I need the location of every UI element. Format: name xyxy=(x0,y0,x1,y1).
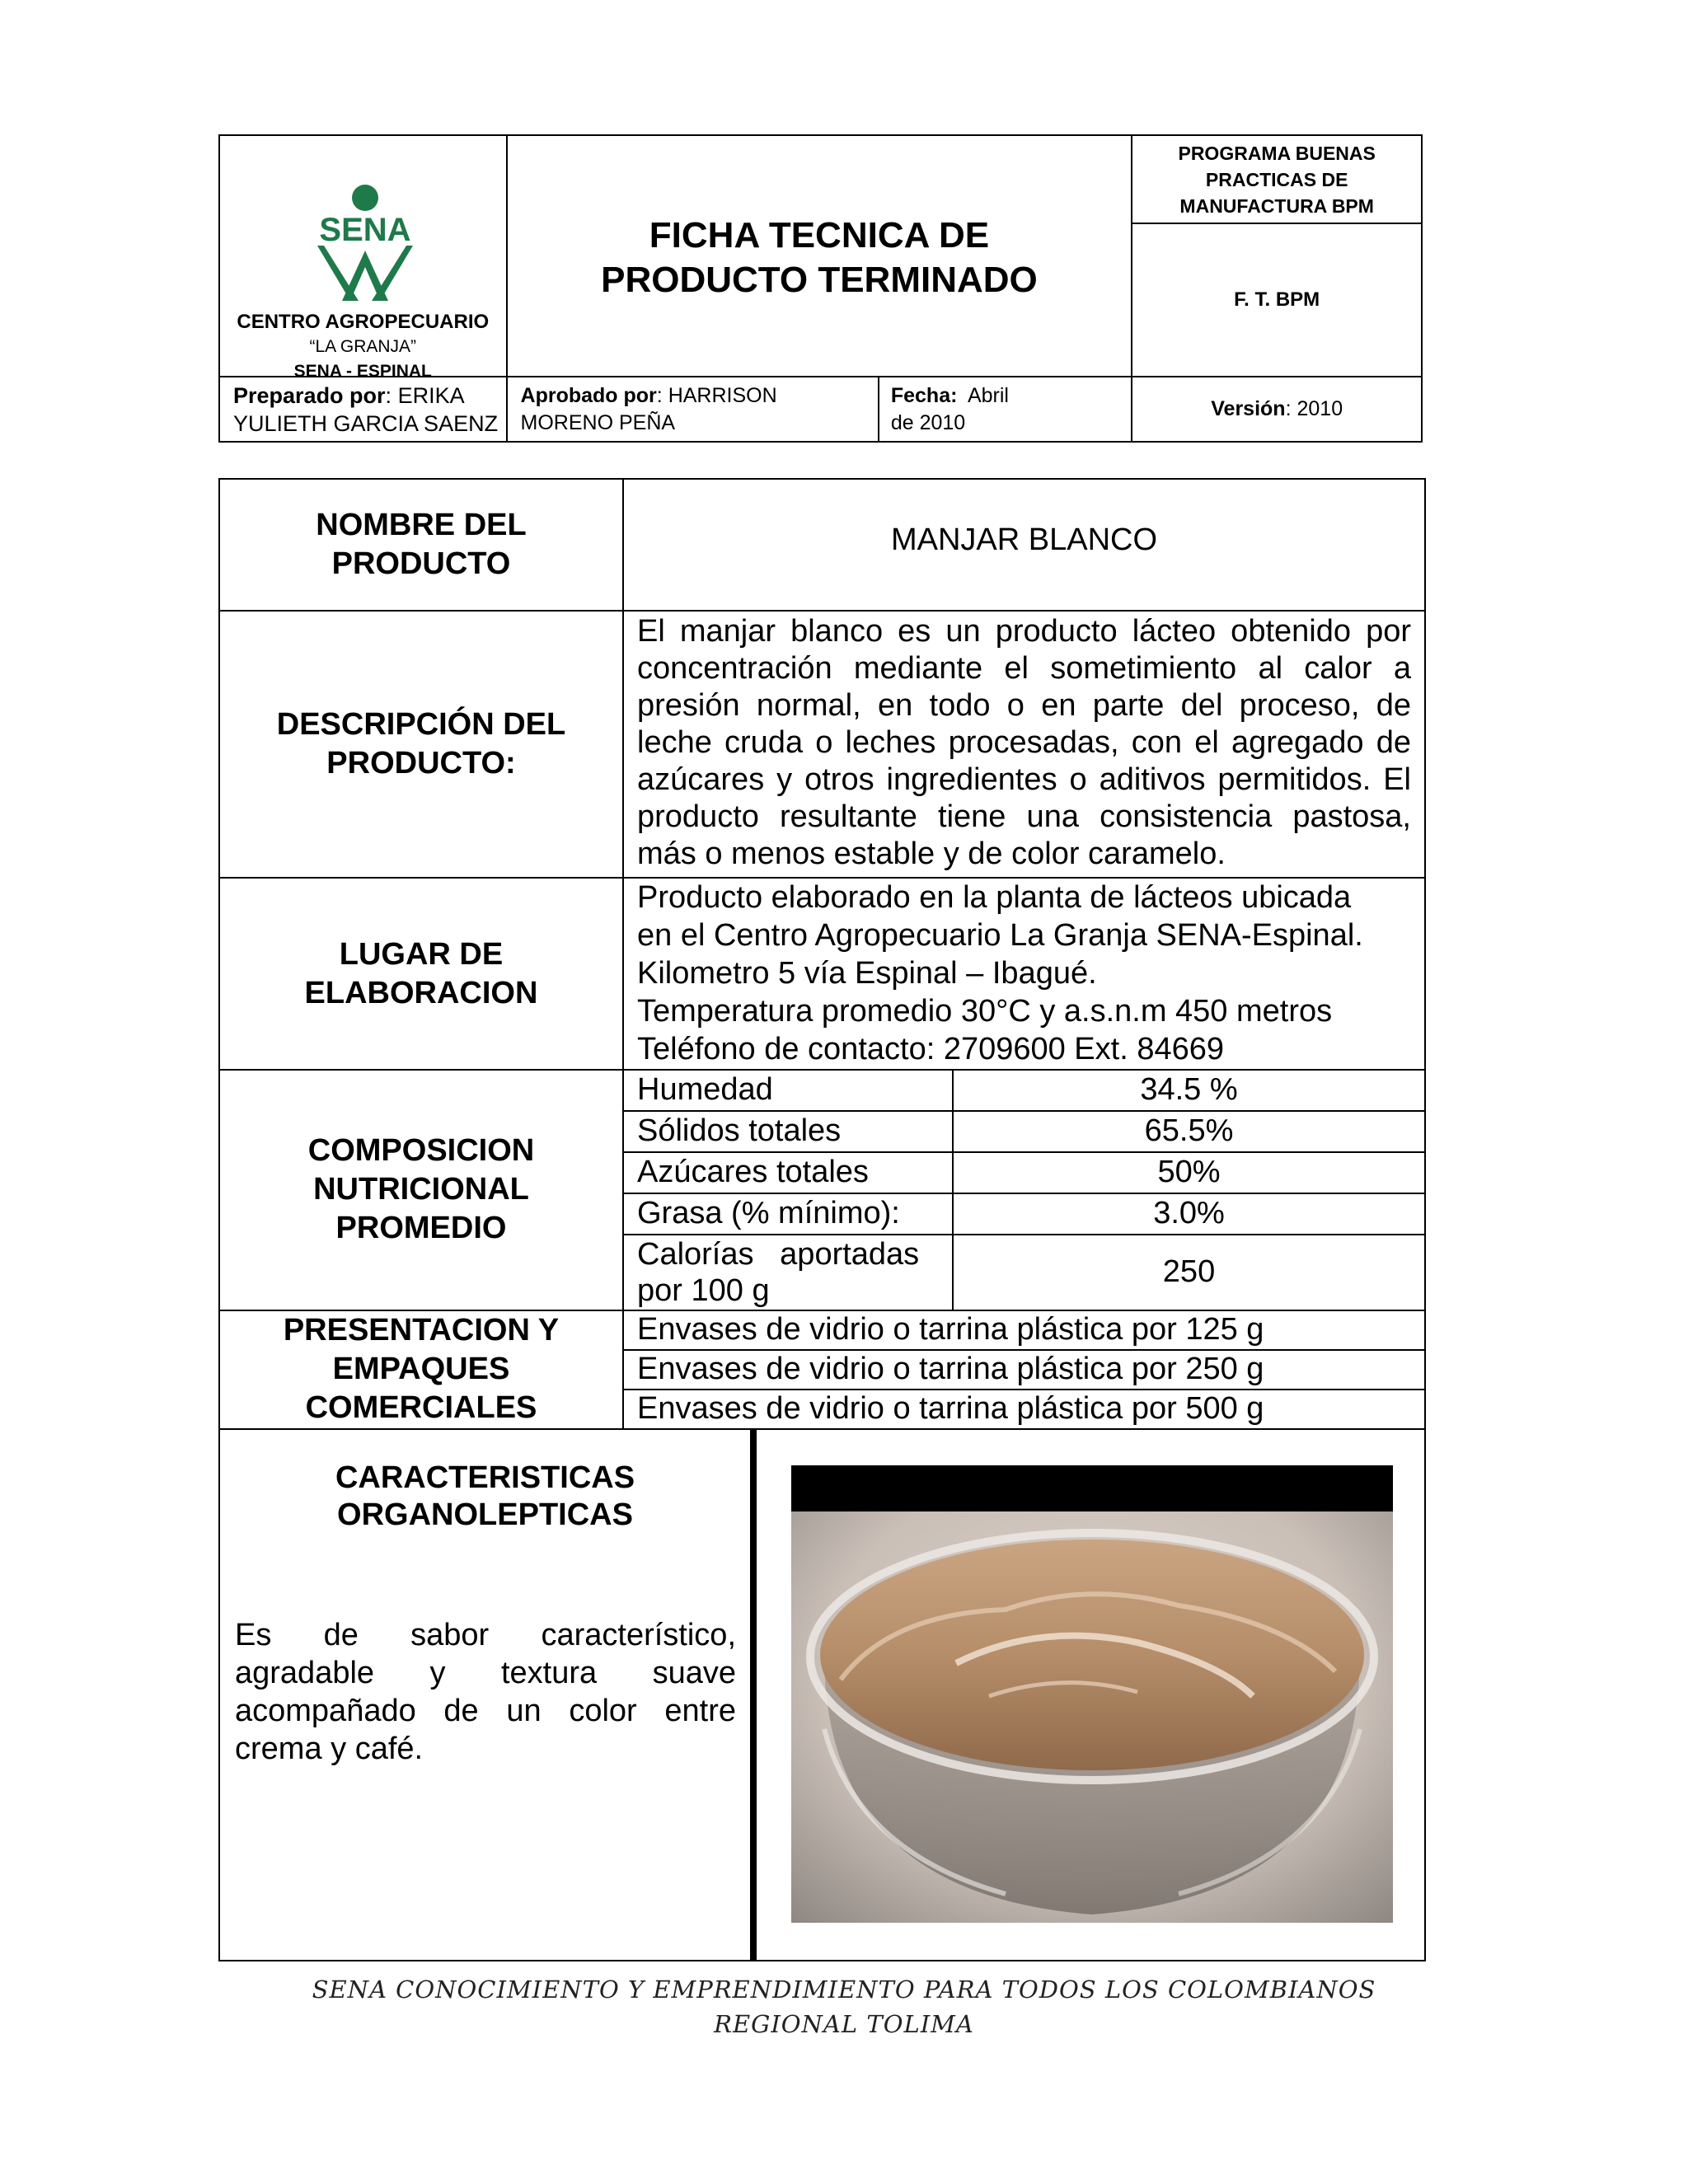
comp-name-cell xyxy=(623,1111,953,1152)
pres-label-cell xyxy=(219,1310,623,1429)
calories-name-2: por 100 g xyxy=(637,1272,770,1308)
header-table xyxy=(218,134,1423,443)
presentation-text: Envases de vidrio o tarrina plástica por 250 g xyxy=(637,1352,1264,1387)
prepared-value-2: YULIETH GARCIA SAENZ xyxy=(233,410,499,436)
date-label: Fecha: xyxy=(890,383,958,407)
presentation-item xyxy=(623,1350,1425,1390)
pres-label-line-2: EMPAQUES xyxy=(332,1352,510,1387)
comp-value: 3.0% xyxy=(1153,1196,1225,1231)
comp-name: Grasa (% mínimo): xyxy=(637,1196,900,1231)
comp-name-cell xyxy=(623,1070,953,1111)
desc-label-cell xyxy=(219,611,623,878)
comp-value: 50% xyxy=(1157,1155,1221,1190)
organo-divider xyxy=(750,1428,757,1960)
product-name: MANJAR BLANCO xyxy=(890,523,1158,557)
comp-name: Humedad xyxy=(637,1072,773,1108)
desc-label-line-1: DESCRIPCIÓN DEL xyxy=(276,707,566,743)
calories-value-cell xyxy=(953,1235,1425,1310)
org-line-2: “LA GRANJA” xyxy=(309,337,417,356)
date-value-1: Abril xyxy=(967,383,1009,407)
product-table xyxy=(218,478,1426,1430)
comp-name-cell xyxy=(623,1193,953,1235)
presentation-item xyxy=(623,1310,1425,1350)
prepared-label: Preparado por xyxy=(233,382,386,408)
desc-value-cell xyxy=(623,611,1425,878)
place-value-cell xyxy=(623,878,1425,1069)
calories-name-1: Calorías aportadas xyxy=(637,1236,920,1272)
comp-name: Azúcares totales xyxy=(637,1155,869,1190)
sena-logo-icon xyxy=(299,181,431,305)
pres-label-line-1: PRESENTACION Y xyxy=(283,1313,560,1348)
program-line-3: MANUFACTURA BPM xyxy=(1179,194,1374,217)
prepared-value-1: ERIKA xyxy=(397,382,465,408)
name-label-line-2: PRODUCTO xyxy=(331,546,511,582)
comp-name-cell xyxy=(623,1152,953,1193)
product-description: El manjar blanco es un producto lácteo obtenido por concentración mediante el sometimiento al calor a presión normal, en todo o en parte del proceso, de leche cruda o leches procesadas, con el agregado de azúcares y otros ingredientes o aditivos permitidos. El producto resultante tiene una consistencia pastosa, más o menos estable y de color caramelo. xyxy=(637,614,1411,872)
place-label-cell xyxy=(219,878,623,1069)
org-line-3: SENA - ESPINAL xyxy=(293,362,432,381)
comp-label-line-1: COMPOSICION xyxy=(307,1133,535,1169)
comp-label-line-3: PROMEDIO xyxy=(335,1211,507,1246)
version-label: Versión xyxy=(1211,397,1286,420)
comp-value: 65.5% xyxy=(1144,1113,1234,1149)
approved-label: Aprobado por xyxy=(520,383,657,407)
place-label-line-2: ELABORACION xyxy=(304,975,538,1010)
date-value-2: de 2010 xyxy=(890,410,966,434)
comp-value-cell xyxy=(953,1152,1425,1193)
name-value-cell xyxy=(623,479,1425,611)
doc-title-line-1: FICHA TECNICA DE xyxy=(649,214,990,255)
presentation-text: Envases de vidrio o tarrina plástica por 500 g xyxy=(637,1391,1264,1427)
place-line-2: en el Centro Agropecuario La Granja SENA-Espinal. xyxy=(637,918,1363,954)
program-cell xyxy=(1132,135,1422,223)
program-line-2: PRACTICAS DE xyxy=(1205,168,1348,190)
version-cell: Versión: 2010 xyxy=(1132,377,1422,442)
doc-title-line-2: PRODUCTO TERMINADO xyxy=(601,259,1038,300)
footer-line-2: REGIONAL TOLIMA xyxy=(714,2010,974,2038)
program-line-1: PROGRAMA BUENAS xyxy=(1178,142,1376,164)
presentation-item xyxy=(623,1390,1425,1429)
name-label-line-1: NOMBRE DEL xyxy=(316,508,527,543)
version-value: 2010 xyxy=(1296,397,1343,420)
comp-value-cell xyxy=(953,1070,1425,1111)
footer xyxy=(165,1972,1523,2041)
comp-label-cell xyxy=(219,1070,623,1310)
comp-name: Sólidos totales xyxy=(637,1113,842,1149)
prepared-cell: Preparado por: ERIKA YULIETH GARCIA SAENZ xyxy=(219,377,507,442)
footer-line-1: SENA CONOCIMIENTO Y EMPRENDIMIENTO PARA TODOS LOS COLOMBIANOS xyxy=(312,1975,1376,2004)
place-line-4: Temperatura promedio 30°C y a.s.n.m 450 metros xyxy=(637,994,1333,1029)
svg-text:SENA: SENA xyxy=(319,212,411,248)
org-line-1: CENTRO AGROPECUARIO xyxy=(237,311,490,333)
organo-description: Es de sabor característico, agradable y textura suave acompañado de un color entre crema y café. xyxy=(235,1618,736,1766)
title-cell xyxy=(507,135,1132,377)
presentation-text: Envases de vidrio o tarrina plástica por 125 g xyxy=(637,1312,1264,1347)
doc-code: F. T. BPM xyxy=(1234,288,1320,311)
comp-value: 34.5 % xyxy=(1140,1072,1238,1108)
comp-value-cell xyxy=(953,1193,1425,1235)
organo-section xyxy=(218,1428,1426,1961)
organo-text xyxy=(235,1616,736,1768)
place-line-5: Teléfono de contacto: 2709600 Ext. 84669 xyxy=(637,1032,1224,1067)
organo-label xyxy=(220,1460,750,1534)
organo-label-line-2: ORGANOLEPTICAS xyxy=(337,1497,633,1532)
calories-value: 250 xyxy=(1162,1254,1216,1290)
approved-cell: Aprobado por: HARRISON MORENO PEÑA xyxy=(507,377,879,442)
code-cell xyxy=(1132,223,1422,377)
place-label-line-1: LUGAR DE xyxy=(339,936,504,972)
organo-label-line-1: CARACTERISTICAS xyxy=(335,1460,635,1495)
logo-cell xyxy=(219,135,507,381)
approved-value-1: HARRISON xyxy=(668,383,777,407)
manjar-blanco-photo xyxy=(791,1465,1393,1923)
name-label-cell xyxy=(219,479,623,611)
comp-label-line-2: NUTRICIONAL xyxy=(313,1172,529,1207)
desc-label-line-2: PRODUCTO: xyxy=(326,746,516,781)
place-line-3: Kilometro 5 vía Espinal – Ibagué. xyxy=(637,956,1097,991)
place-line-1: Producto elaborado en la planta de lácteos ubicada xyxy=(637,880,1352,916)
pres-label-line-3: COMERCIALES xyxy=(305,1390,537,1426)
approved-value-2: MORENO PEÑA xyxy=(520,410,676,434)
date-cell xyxy=(879,377,1132,442)
comp-value-cell xyxy=(953,1111,1425,1152)
calories-name-cell xyxy=(623,1235,953,1310)
